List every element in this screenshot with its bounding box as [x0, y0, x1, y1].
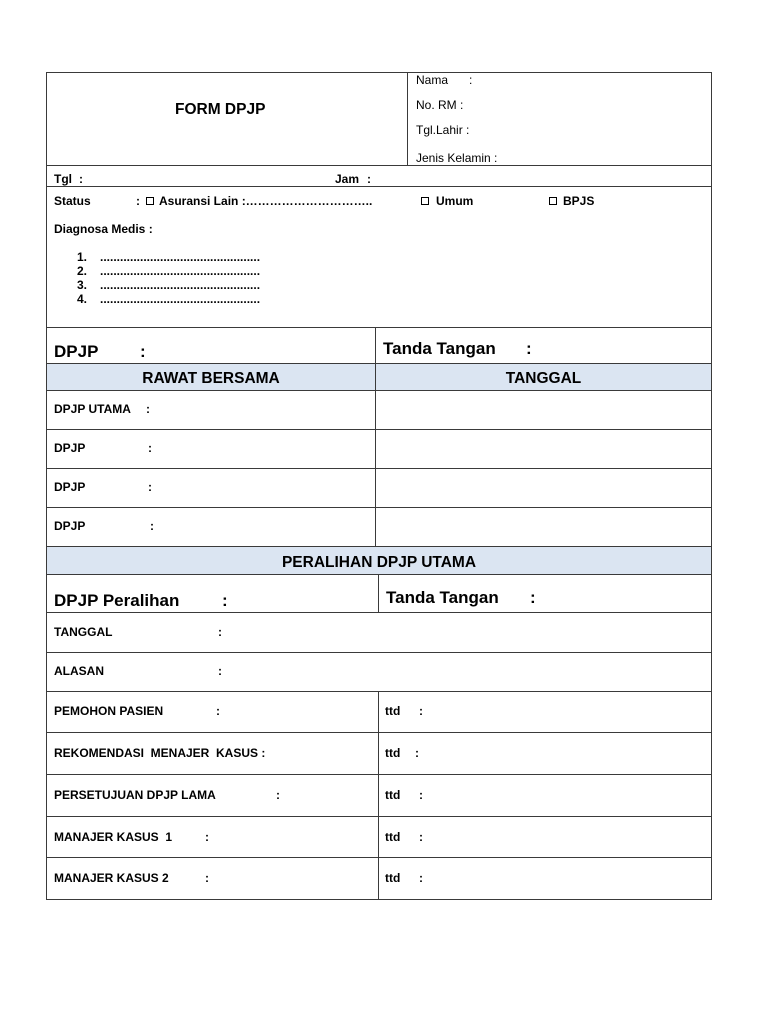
- patient-nama-colon: :: [469, 73, 473, 87]
- patient-jenis-kelamin: Jenis Kelamin :: [416, 151, 498, 165]
- ttd-row-3-label: PERSETUJUAN DPJP LAMA: [54, 788, 216, 802]
- border-left: [46, 72, 47, 900]
- diagnosa-dots-1: ................................................: [100, 250, 261, 264]
- status-option-bpjs: BPJS: [563, 194, 595, 208]
- patient-no-rm: No. RM :: [416, 98, 464, 112]
- tanggal-colon: :: [218, 625, 222, 639]
- dpjp-label: DPJP: [54, 342, 99, 361]
- rb-row-3-label: DPJP: [54, 480, 86, 494]
- peralihan-header: PERALIHAN DPJP UTAMA: [281, 554, 477, 571]
- rule-peralihan-dpjp-bottom: [46, 612, 712, 613]
- patient-tgl-lahir: Tgl.Lahir :: [416, 123, 470, 137]
- peralihan-tanda-tangan-colon: :: [530, 588, 536, 607]
- diagnosa-dots-4: ................................................: [100, 292, 261, 306]
- tgl-colon: :: [79, 172, 83, 186]
- alasan-label: ALASAN: [54, 664, 104, 678]
- dpjp-tanda-tangan-label: Tanda Tangan: [383, 339, 496, 358]
- rb-row-2-label: DPJP: [54, 441, 86, 455]
- peralihan-tanda-tangan-label: Tanda Tangan: [386, 588, 499, 607]
- rb-row-2-colon: :: [148, 441, 152, 455]
- rule-ttd-row4: [46, 857, 712, 858]
- diagnosa-num-1: 1.: [77, 250, 88, 264]
- status-option-asuransi-lain: Asuransi Lain :…………………………..: [159, 194, 373, 208]
- alasan-colon: :: [218, 664, 222, 678]
- ttd-row-2-label: REKOMENDASI MENAJER KASUS :: [54, 746, 266, 760]
- ttd-row-4-ttd: ttd: [385, 830, 401, 844]
- rule-tanggal-bottom: [46, 652, 712, 653]
- rule-dpjp-split: [375, 327, 376, 547]
- status-option-umum: Umum: [436, 194, 474, 208]
- rb-row-3-colon: :: [148, 480, 152, 494]
- rule-peralihan-header-bottom: [46, 574, 712, 575]
- rule-ttd-row3: [46, 816, 712, 817]
- rawat-bersama-header: RAWAT BERSAMA: [142, 370, 280, 387]
- ttd-row-1-colon: :: [216, 704, 220, 718]
- rb-row-1-label: DPJP UTAMA: [54, 402, 131, 416]
- diagnosa-dots-2: ................................................: [100, 264, 261, 278]
- dpjp-colon: :: [140, 342, 146, 361]
- rb-row-1-colon: :: [146, 402, 150, 416]
- border-bottom: [46, 899, 712, 900]
- rule-diagnosa-bottom: [46, 327, 712, 328]
- rule-rb-header-bottom: [46, 390, 712, 391]
- ttd-row-3-ttd-colon: :: [419, 788, 423, 802]
- rule-header-split: [407, 72, 408, 166]
- ttd-row-3-colon: :: [276, 788, 280, 802]
- patient-nama-label: Nama: [416, 73, 449, 87]
- ttd-row-1-label: PEMOHON PASIEN: [54, 704, 164, 718]
- rule-date-bottom: [46, 186, 712, 187]
- rule-rb-row1: [46, 429, 712, 430]
- rule-rb-row3: [46, 507, 712, 508]
- rule-ttd-split: [378, 691, 379, 900]
- rule-header-bottom: [46, 165, 712, 166]
- tgl-label: Tgl: [54, 172, 72, 186]
- rule-ttd-row1: [46, 732, 712, 733]
- ttd-row-4-ttd-colon: :: [419, 830, 423, 844]
- diagnosa-dots-3: ................................................: [100, 278, 261, 292]
- rb-row-4-colon: :: [150, 519, 154, 533]
- rule-dpjp-bottom: [46, 363, 712, 364]
- ttd-row-5-label: MANAJER KASUS 2: [54, 871, 169, 885]
- ttd-row-4-label: MANAJER KASUS 1: [54, 830, 173, 844]
- checkbox-bpjs[interactable]: [549, 197, 557, 205]
- jam-colon: :: [367, 172, 371, 186]
- tanggal-label: TANGGAL: [54, 625, 113, 639]
- dpjp-tanda-tangan-colon: :: [526, 339, 532, 358]
- ttd-row-4-colon: :: [205, 830, 209, 844]
- ttd-row-1-ttd: ttd: [385, 704, 401, 718]
- tanggal-header: TANGGAL: [505, 370, 582, 387]
- ttd-row-2-ttd-colon: :: [415, 746, 419, 760]
- ttd-row-5-colon: :: [205, 871, 209, 885]
- jam-label: Jam: [335, 172, 360, 186]
- rule-alasan-bottom: [46, 691, 712, 692]
- rule-rb-row4: [46, 546, 712, 547]
- ttd-row-5-ttd-colon: :: [419, 871, 423, 885]
- rb-row-4-label: DPJP: [54, 519, 86, 533]
- status-label: Status: [54, 194, 91, 208]
- status-colon: :: [136, 194, 140, 208]
- form-title: FORM DPJP: [175, 101, 266, 118]
- ttd-row-2-ttd: ttd: [385, 746, 401, 760]
- dpjp-peralihan-colon: :: [222, 591, 228, 610]
- dpjp-peralihan-label: DPJP Peralihan: [54, 591, 180, 610]
- diagnosa-num-3: 3.: [77, 278, 88, 292]
- ttd-row-1-ttd-colon: :: [419, 704, 423, 718]
- ttd-row-5-ttd: ttd: [385, 871, 401, 885]
- rule-ttd-row2: [46, 774, 712, 775]
- border-right: [711, 72, 712, 900]
- rule-rb-row2: [46, 468, 712, 469]
- diagnosa-num-2: 2.: [77, 264, 88, 278]
- checkbox-umum[interactable]: [421, 197, 429, 205]
- rule-peralihan-split: [378, 574, 379, 613]
- diagnosa-num-4: 4.: [77, 292, 88, 306]
- diagnosa-label: Diagnosa Medis :: [54, 222, 153, 236]
- ttd-row-3-ttd: ttd: [385, 788, 401, 802]
- border-top: [46, 72, 712, 73]
- checkbox-asuransi-lain[interactable]: [146, 197, 154, 205]
